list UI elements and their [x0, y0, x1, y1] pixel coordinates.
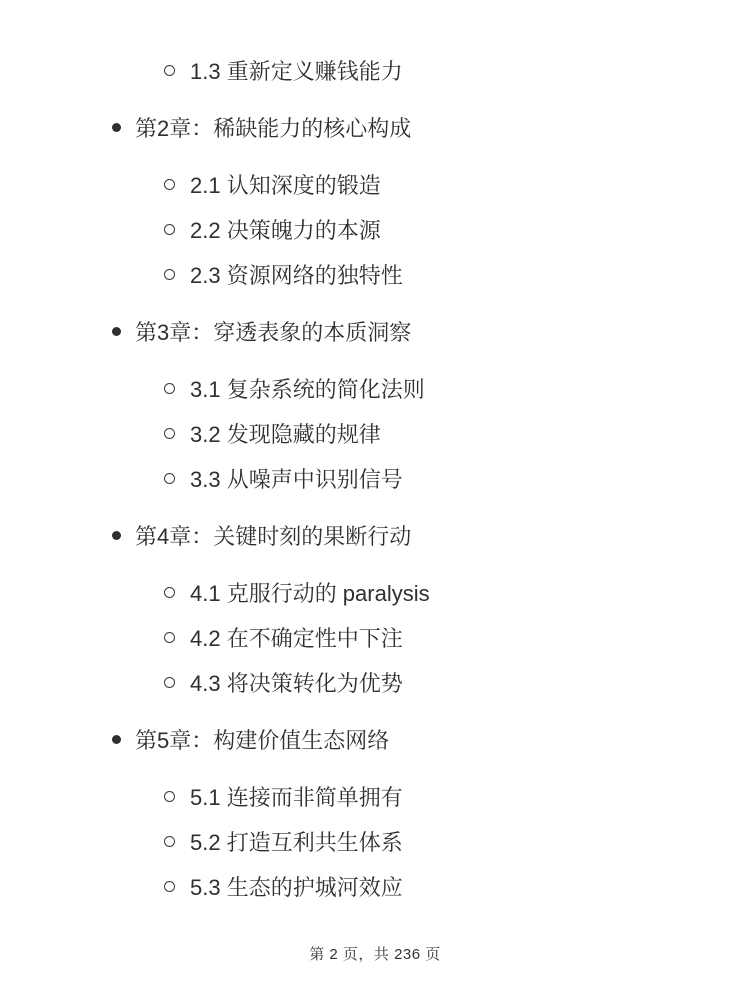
toc-item-label: 3.1 复杂系统的简化法则 [190, 377, 425, 402]
circle-bullet-icon [164, 473, 175, 484]
circle-bullet-icon [164, 587, 175, 598]
toc-subsection-item [0, 207, 750, 252]
circle-bullet-icon [164, 791, 175, 802]
toc-item-label: 4.3 将决策转化为优势 [190, 671, 403, 696]
toc-subsection-item [0, 162, 750, 207]
toc-item-label: 第2章：稀缺能力的核心构成 [135, 116, 412, 141]
toc-subsection-item [0, 774, 750, 819]
disc-bullet-icon [112, 327, 121, 336]
circle-bullet-icon [164, 179, 175, 190]
toc-subsection-item [0, 252, 750, 297]
toc-subsection-item [0, 615, 750, 660]
circle-bullet-icon [164, 428, 175, 439]
toc-item-label: 2.2 决策魄力的本源 [190, 218, 381, 243]
toc-subsection-item [0, 48, 750, 93]
toc-subsection-item [0, 456, 750, 501]
disc-bullet-icon [112, 531, 121, 540]
toc-subsection-item [0, 660, 750, 705]
toc-item-label: 3.2 发现隐藏的规律 [190, 422, 381, 447]
toc-item-label: 5.2 打造互利共生体系 [190, 830, 403, 855]
toc-item-label: 4.1 克服行动的 paralysis [190, 581, 430, 606]
toc-item-label: 2.1 认知深度的锻造 [190, 173, 381, 198]
toc-item-label: 3.3 从噪声中识别信号 [190, 467, 403, 492]
circle-bullet-icon [164, 65, 175, 76]
toc-chapter-item [0, 309, 750, 354]
toc-subsection-item [0, 411, 750, 456]
toc-subsection-item [0, 366, 750, 411]
circle-bullet-icon [164, 836, 175, 847]
toc-chapter-item [0, 513, 750, 558]
page-number-footer: 第 2 页，共 236 页 [309, 946, 441, 963]
circle-bullet-icon [164, 269, 175, 280]
toc-item-label: 1.3 重新定义赚钱能力 [190, 59, 403, 84]
toc-chapter-item [0, 717, 750, 762]
toc-item-label: 第4章：关键时刻的果断行动 [135, 524, 412, 549]
circle-bullet-icon [164, 383, 175, 394]
toc-subsection-item [0, 864, 750, 909]
toc-subsection-item [0, 819, 750, 864]
toc-item-label: 第3章：穿透表象的本质洞察 [135, 320, 412, 345]
toc-item-label: 5.3 生态的护城河效应 [190, 875, 403, 900]
circle-bullet-icon [164, 632, 175, 643]
circle-bullet-icon [164, 881, 175, 892]
disc-bullet-icon [112, 735, 121, 744]
toc-item-label: 第5章：构建价值生态网络 [135, 728, 390, 753]
toc-item-label: 4.2 在不确定性中下注 [190, 626, 403, 651]
toc-subsection-item [0, 570, 750, 615]
circle-bullet-icon [164, 677, 175, 688]
toc-chapter-item [0, 105, 750, 150]
toc-item-label: 5.1 连接而非简单拥有 [190, 785, 403, 810]
toc-item-label: 2.3 资源网络的独特性 [190, 263, 403, 288]
disc-bullet-icon [112, 123, 121, 132]
circle-bullet-icon [164, 224, 175, 235]
